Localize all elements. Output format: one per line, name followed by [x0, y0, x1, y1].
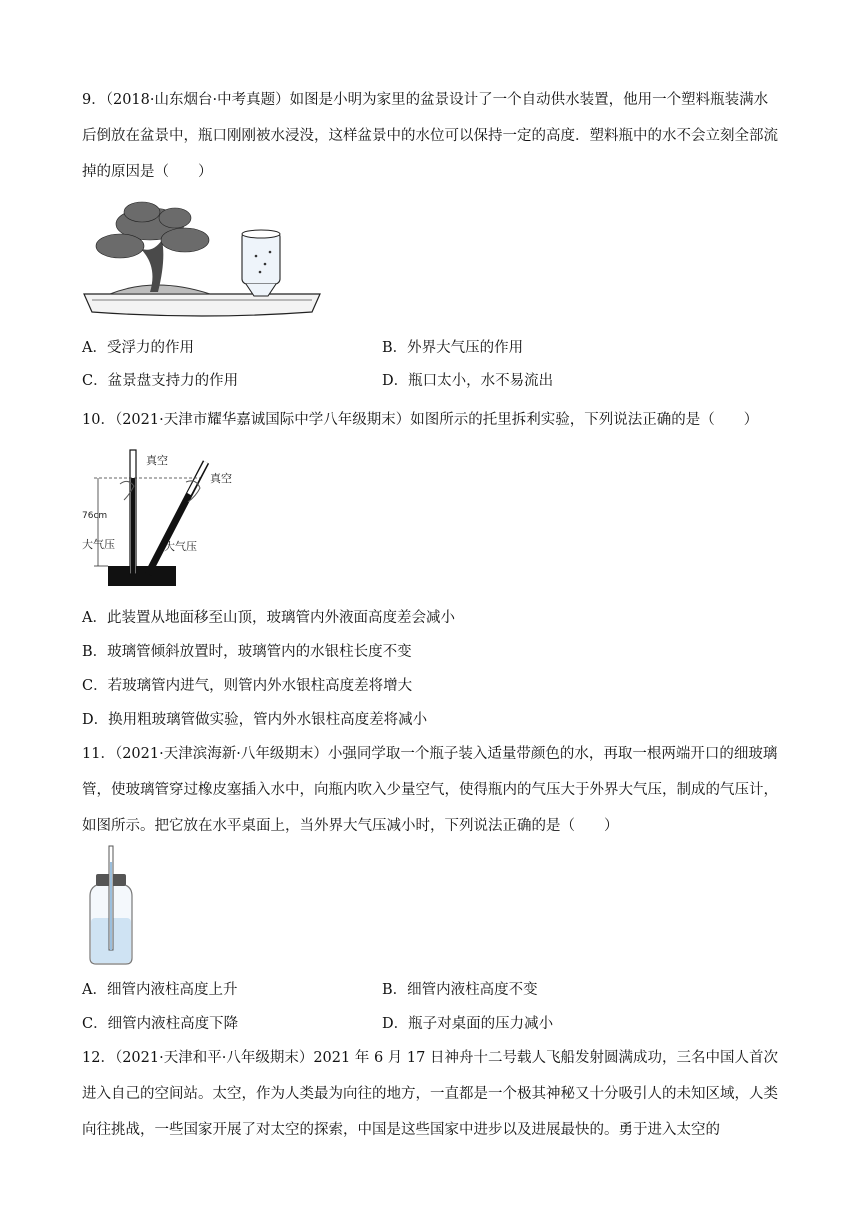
q9-option-b: B．外界大气压的作用	[382, 340, 524, 356]
q11-option-a: A．细管内液柱高度上升	[82, 982, 238, 998]
barometer-bottle-figure	[80, 844, 140, 968]
atm-label-2: 大气压	[164, 540, 197, 553]
atm-label-1: 大气压	[82, 538, 115, 551]
q9-option-c: C．盆景盘支持力的作用	[82, 373, 239, 389]
q10-option-c: C．若玻璃管内进气，则管内外水银柱高度差将增大	[82, 678, 413, 694]
vacuum-label-2: 真空	[210, 472, 232, 485]
height-label: 76cm	[82, 511, 108, 521]
q11-option-c: C．细管内液柱高度下降	[82, 1016, 239, 1032]
q10-option-a: A．此装置从地面移至山顶，玻璃管内外液面高度差会减小	[82, 610, 455, 626]
vacuum-label-1: 真空	[146, 454, 168, 467]
torricelli-experiment-figure	[80, 448, 250, 590]
question-12-text: 12．（2021·天津和平·八年级期末）2021 年 6 月 17 日神舟十二号载人飞船发射圆满成功，三名中国人首次进入自己的空间站。太空，作为人类最为向往的地方，一直都是一个极其神秘又十分吸引人的未知区域，人类向往挑战，一些国家开展了对太空的探索，中国是这些国家中进步以及进展最快的。勇于进入太空的	[82, 1050, 778, 1138]
question-9-text: 9．（2018·山东烟台·中考真题）如图是小明为家里的盆景设计了一个自动供水装置，他用一个塑料瓶装满水后倒放在盆景中，瓶口刚刚被水浸没，这样盆景中的水位可以保持一定的高度．塑料瓶中的水不会立刻全部流掉的原因是（ ）	[82, 92, 778, 180]
question-10-text: 10．（2021·天津市耀华嘉诚国际中学八年级期末）如图所示的托里拆利实验，下列说法正确的是（ ）	[82, 412, 759, 428]
bonsai-water-supply-figure	[80, 196, 325, 326]
q9-option-d: D．瓶口太小，水不易流出	[382, 373, 554, 389]
q10-option-d: D．换用粗玻璃管做实验，管内外水银柱高度差将减小	[82, 712, 428, 728]
q11-option-d: D．瓶子对桌面的压力减小	[382, 1016, 554, 1032]
q9-option-a: A．受浮力的作用	[82, 340, 194, 356]
question-11-text: 11．（2021·天津滨海新·八年级期末）小强同学取一个瓶子装入适量带颜色的水，再取一根两端开口的细玻璃管，使玻璃管穿过橡皮塞插入水中，向瓶内吹入少量空气，使得瓶内的气压大于外界大气压，制成的气压计， 如图所示。把它放在水平桌面上，当外界大气压减小时，下列说法正确的是（ ）	[82, 746, 778, 834]
q11-option-b: B．细管内液柱高度不变	[382, 982, 538, 998]
q10-option-b: B．玻璃管倾斜放置时，玻璃管内的水银柱长度不变	[82, 644, 412, 660]
